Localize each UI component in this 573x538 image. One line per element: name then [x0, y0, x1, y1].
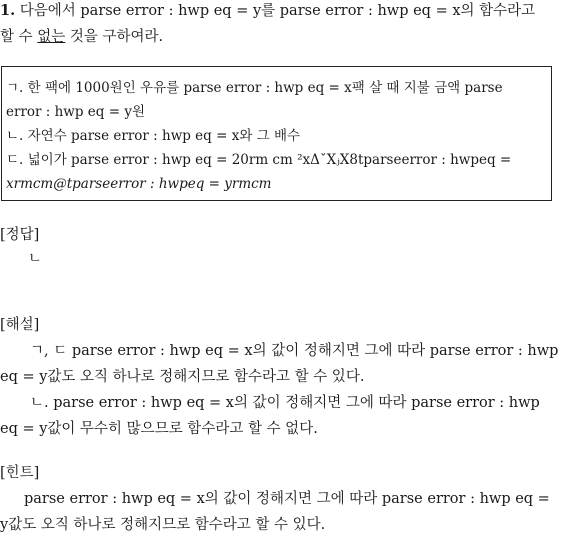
choice-item-3-line-2: xrmcm@tparseerror : hwpeq = yrmcm	[6, 176, 272, 192]
question-line-1	[0, 0, 573, 24]
explanation-p2-line-2: eq = y값이 무수히 많으므로 함수라고 할 수 없다.	[0, 421, 318, 437]
question-text-2a: 할 수	[0, 29, 38, 45]
explanation-p1-line-1: ㄱ, ㄷ parse error : hwp eq = x의 값이 정해지면 그에 따라 parse error : hwp	[30, 343, 559, 359]
question-text-2b: 것을 구하여라.	[65, 29, 164, 45]
choice-item-1-line-2: error : hwp eq = y원	[6, 104, 145, 120]
choice-item-1-line-1: ㄱ. 한 팩에 1000원인 우유를 parse error : hwp eq = x팩 살 때 지불 금액 parse	[6, 80, 503, 96]
question-line-2	[0, 24, 573, 50]
question-text-1: 다음에서 parse error : hwp eq = y를 parse error : hwp eq = x의 함수라고	[19, 3, 536, 19]
hint-header: [힌트]	[0, 465, 40, 481]
explanation-header: [해설]	[0, 317, 40, 333]
answer-header: [정답]	[0, 227, 40, 243]
choice-item-2: ㄴ. 자연수 parse error : hwp eq = x와 그 배수	[6, 128, 301, 144]
question-number: 1.	[0, 2, 16, 19]
underlined-word: 없는	[37, 29, 66, 45]
hint-line-1: parse error : hwp eq = x의 값이 정해지면 그에 따라 parse error : hwp eq =	[24, 491, 550, 507]
choices-box	[1, 66, 552, 201]
hint-line-2: y값도 오직 하나로 정해지므로 함수라고 할 수 있다.	[0, 517, 326, 533]
explanation-p1-line-2: eq = y값도 오직 하나로 정해지므로 함수라고 할 수 있다.	[0, 369, 365, 385]
choice-item-3-line-1: ㄷ. 넓이가 parse error : hwp eq = 20rm cm ²xΔˇXⱼX8tparseerror : hwpeq =	[6, 152, 512, 168]
answer-value: ㄴ	[28, 251, 43, 267]
explanation-p2-line-1: ㄴ. parse error : hwp eq = x의 값이 정해지면 그에 따라 parse error : hwp	[30, 395, 540, 411]
